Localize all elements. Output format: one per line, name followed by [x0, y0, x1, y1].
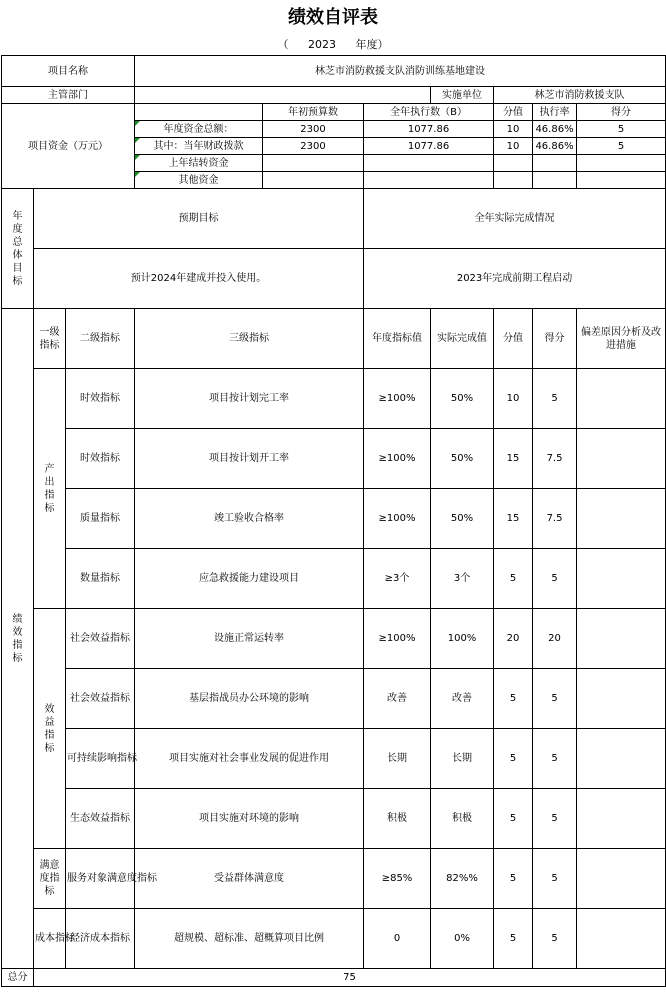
impl-value[interactable]: 林芝市消防救援支队 [494, 87, 666, 104]
row-score-value[interactable]: 5 [494, 909, 533, 969]
row-remark[interactable] [577, 849, 666, 909]
row-remark[interactable] [577, 369, 666, 429]
overall-actual-value[interactable]: 2023年完成前期工程启动 [364, 249, 666, 309]
row-level2: 质量指标 [66, 489, 135, 549]
row-score-value[interactable]: 5 [494, 849, 533, 909]
funds-row-exec[interactable]: 1077.86 [364, 138, 494, 155]
project-name-value[interactable]: 林芝市消防救援支队消防训练基地建设 [135, 56, 666, 87]
funds-row-label: 其他资金 [135, 172, 263, 189]
header-target: 年度指标值 [364, 309, 431, 369]
funds-header-score: 得分 [577, 104, 666, 121]
overall-header-row [2, 189, 666, 249]
group-satisfaction-text: 满意度指标 [39, 860, 60, 897]
row-actual[interactable]: 3个 [431, 549, 494, 609]
funds-row-exec[interactable] [364, 172, 494, 189]
group-cost: 成本指标 [34, 909, 66, 969]
row-remark[interactable] [577, 489, 666, 549]
funds-row-label: 年度资金总额： [135, 121, 263, 138]
row-target[interactable]: ≥100% [364, 489, 431, 549]
row-level2: 社会效益指标 [66, 609, 135, 669]
table-row [2, 369, 666, 429]
funds-row-exec[interactable] [364, 155, 494, 172]
funds-row-score[interactable]: 5 [577, 138, 666, 155]
table-row [2, 549, 666, 609]
funds-row-score[interactable] [577, 155, 666, 172]
row-level3: 项目按计划完工率 [135, 369, 364, 429]
row-score[interactable]: 7.5 [533, 489, 577, 549]
overall-expected-header: 预期目标 [34, 189, 364, 249]
row-target[interactable]: ≥100% [364, 429, 431, 489]
overall-value-row [2, 249, 666, 309]
row-level2: 时效指标 [66, 369, 135, 429]
row-score-value[interactable]: 5 [494, 669, 533, 729]
funds-row-label: 上年结转资金 [135, 155, 263, 172]
funds-row-label: 其中：当年财政拨款 [135, 138, 263, 155]
row-level2: 社会效益指标 [66, 669, 135, 729]
funds-header-exec: 全年执行数（B） [364, 104, 494, 121]
header-level3: 三级指标 [135, 309, 364, 369]
funds-row-rate[interactable] [533, 172, 577, 189]
row-target[interactable]: ≥3个 [364, 549, 431, 609]
row-actual[interactable]: 改善 [431, 669, 494, 729]
row-level3: 项目按计划开工率 [135, 429, 364, 489]
table-row [2, 909, 666, 969]
row-remark[interactable] [577, 789, 666, 849]
row-actual[interactable]: 长期 [431, 729, 494, 789]
funds-row-budget[interactable]: 2300 [263, 138, 364, 155]
funds-row-score[interactable]: 5 [577, 121, 666, 138]
row-remark[interactable] [577, 909, 666, 969]
dept-value[interactable] [135, 87, 431, 104]
row-level2: 生态效益指标 [66, 789, 135, 849]
row-score-value[interactable]: 5 [494, 729, 533, 789]
total-row [2, 969, 666, 987]
project-name-label: 项目名称 [2, 56, 135, 87]
funds-row-budget[interactable] [263, 172, 364, 189]
row-score[interactable]: 5 [533, 909, 577, 969]
row-level3: 项目实施对环境的影响 [135, 789, 364, 849]
table-row [2, 609, 666, 669]
table-row [2, 729, 666, 789]
funds-row-score[interactable] [577, 172, 666, 189]
row-level3: 项目实施对社会事业发展的促进作用 [135, 729, 364, 789]
total-label: 总分 [2, 969, 34, 987]
funds-header-score-value: 分值 [494, 104, 533, 121]
funds-row-rate[interactable] [533, 155, 577, 172]
row-level2: 经济成本指标 [66, 909, 135, 969]
funds-row-score-value[interactable] [494, 172, 533, 189]
group-satisfaction [34, 849, 66, 909]
row-level3: 设施正常运转率 [135, 609, 364, 669]
row-actual[interactable]: 50% [431, 489, 494, 549]
table-row [2, 429, 666, 489]
funds-row-budget[interactable]: 2300 [263, 121, 364, 138]
header-actual: 实际完成值 [431, 309, 494, 369]
funds-row-budget[interactable] [263, 155, 364, 172]
group-output-text: 产出指标 [44, 463, 55, 514]
funds-row-score-value[interactable] [494, 155, 533, 172]
row-target[interactable]: ≥85% [364, 849, 431, 909]
group-benefit-text: 效益指标 [44, 703, 55, 754]
dept-label: 主管部门 [2, 87, 135, 104]
header-score: 得分 [533, 309, 577, 369]
table-row [2, 489, 666, 549]
funds-header-row [2, 104, 666, 121]
header-level1: 一级指标 [34, 309, 66, 369]
page-title: 绩效自评表 [288, 7, 378, 28]
row-level3: 受益群体满意度 [135, 849, 364, 909]
table-row [2, 789, 666, 849]
row-remark[interactable] [577, 609, 666, 669]
row-score-value[interactable]: 5 [494, 549, 533, 609]
overall-expected-value[interactable]: 预计2024年建成并投入使用。 [34, 249, 364, 309]
row-level2: 可持续影响指标 [66, 729, 135, 789]
row-level2: 时效指标 [66, 429, 135, 489]
group-benefit [34, 609, 66, 849]
funds-row-score-value[interactable]: 10 [494, 121, 533, 138]
subtitle-open: （ [277, 38, 289, 51]
row-actual[interactable]: 50% [431, 429, 494, 489]
evaluation-table [1, 55, 666, 987]
row-level3: 基层指战员办公环境的影响 [135, 669, 364, 729]
project-name-row [2, 56, 666, 87]
row-actual[interactable]: 82%% [431, 849, 494, 909]
funds-header-budget: 年初预算数 [263, 104, 364, 121]
header-remark: 偏差原因分析及改进措施 [577, 309, 666, 369]
row-score[interactable]: 5 [533, 549, 577, 609]
funds-row-rate[interactable]: 46.86% [533, 138, 577, 155]
funds-header-rate: 执行率 [533, 104, 577, 121]
row-score-value[interactable]: 15 [494, 489, 533, 549]
header-level2: 二级指标 [66, 309, 135, 369]
row-score[interactable]: 5 [533, 849, 577, 909]
row-target[interactable]: 积极 [364, 789, 431, 849]
year-subtitle [0, 36, 666, 54]
row-target[interactable]: 0 [364, 909, 431, 969]
row-actual[interactable]: 50% [431, 369, 494, 429]
row-score[interactable]: 7.5 [533, 429, 577, 489]
impl-label: 实施单位 [431, 87, 494, 104]
row-score[interactable]: 5 [533, 369, 577, 429]
funds-row-exec[interactable]: 1077.86 [364, 121, 494, 138]
funds-row-rate[interactable]: 46.86% [533, 121, 577, 138]
row-level3: 应急救援能力建设项目 [135, 549, 364, 609]
row-target[interactable]: 改善 [364, 669, 431, 729]
funds-row-score-value[interactable]: 10 [494, 138, 533, 155]
dept-row [2, 87, 666, 104]
row-remark[interactable] [577, 549, 666, 609]
row-actual[interactable]: 积极 [431, 789, 494, 849]
row-actual[interactable]: 0% [431, 909, 494, 969]
row-score-value[interactable]: 10 [494, 369, 533, 429]
overall-label [2, 189, 34, 309]
row-score-value[interactable]: 20 [494, 609, 533, 669]
indicators-label-text: 绩效指标 [12, 613, 23, 664]
indicator-header-row [2, 309, 666, 369]
total-value[interactable]: 75 [34, 969, 666, 987]
row-level3: 竣工验收合格率 [135, 489, 364, 549]
row-score[interactable]: 5 [533, 789, 577, 849]
row-score[interactable]: 20 [533, 609, 577, 669]
subtitle-label: 年度） [355, 38, 389, 51]
row-score-value[interactable]: 15 [494, 429, 533, 489]
row-score-value[interactable]: 5 [494, 789, 533, 849]
overall-label-text: 年度总体目标 [12, 210, 23, 287]
row-level2: 服务对象满意度指标 [66, 849, 135, 909]
subtitle-year: 2023 [308, 38, 336, 51]
row-level2: 数量指标 [66, 549, 135, 609]
row-target[interactable]: ≥100% [364, 369, 431, 429]
funds-header-blank [135, 104, 263, 121]
row-remark[interactable] [577, 429, 666, 489]
indicators-label [2, 309, 34, 969]
row-actual[interactable]: 100% [431, 609, 494, 669]
row-remark[interactable] [577, 669, 666, 729]
table-row [2, 849, 666, 909]
row-target[interactable]: 长期 [364, 729, 431, 789]
row-score[interactable]: 5 [533, 729, 577, 789]
row-remark[interactable] [577, 729, 666, 789]
funds-label: 项目资金（万元） [2, 104, 135, 189]
table-row [2, 669, 666, 729]
row-score[interactable]: 5 [533, 669, 577, 729]
overall-actual-header: 全年实际完成情况 [364, 189, 666, 249]
row-target[interactable]: ≥100% [364, 609, 431, 669]
header-score-value: 分值 [494, 309, 533, 369]
group-output [34, 369, 66, 609]
row-level3: 超规模、超标准、超概算项目比例 [135, 909, 364, 969]
